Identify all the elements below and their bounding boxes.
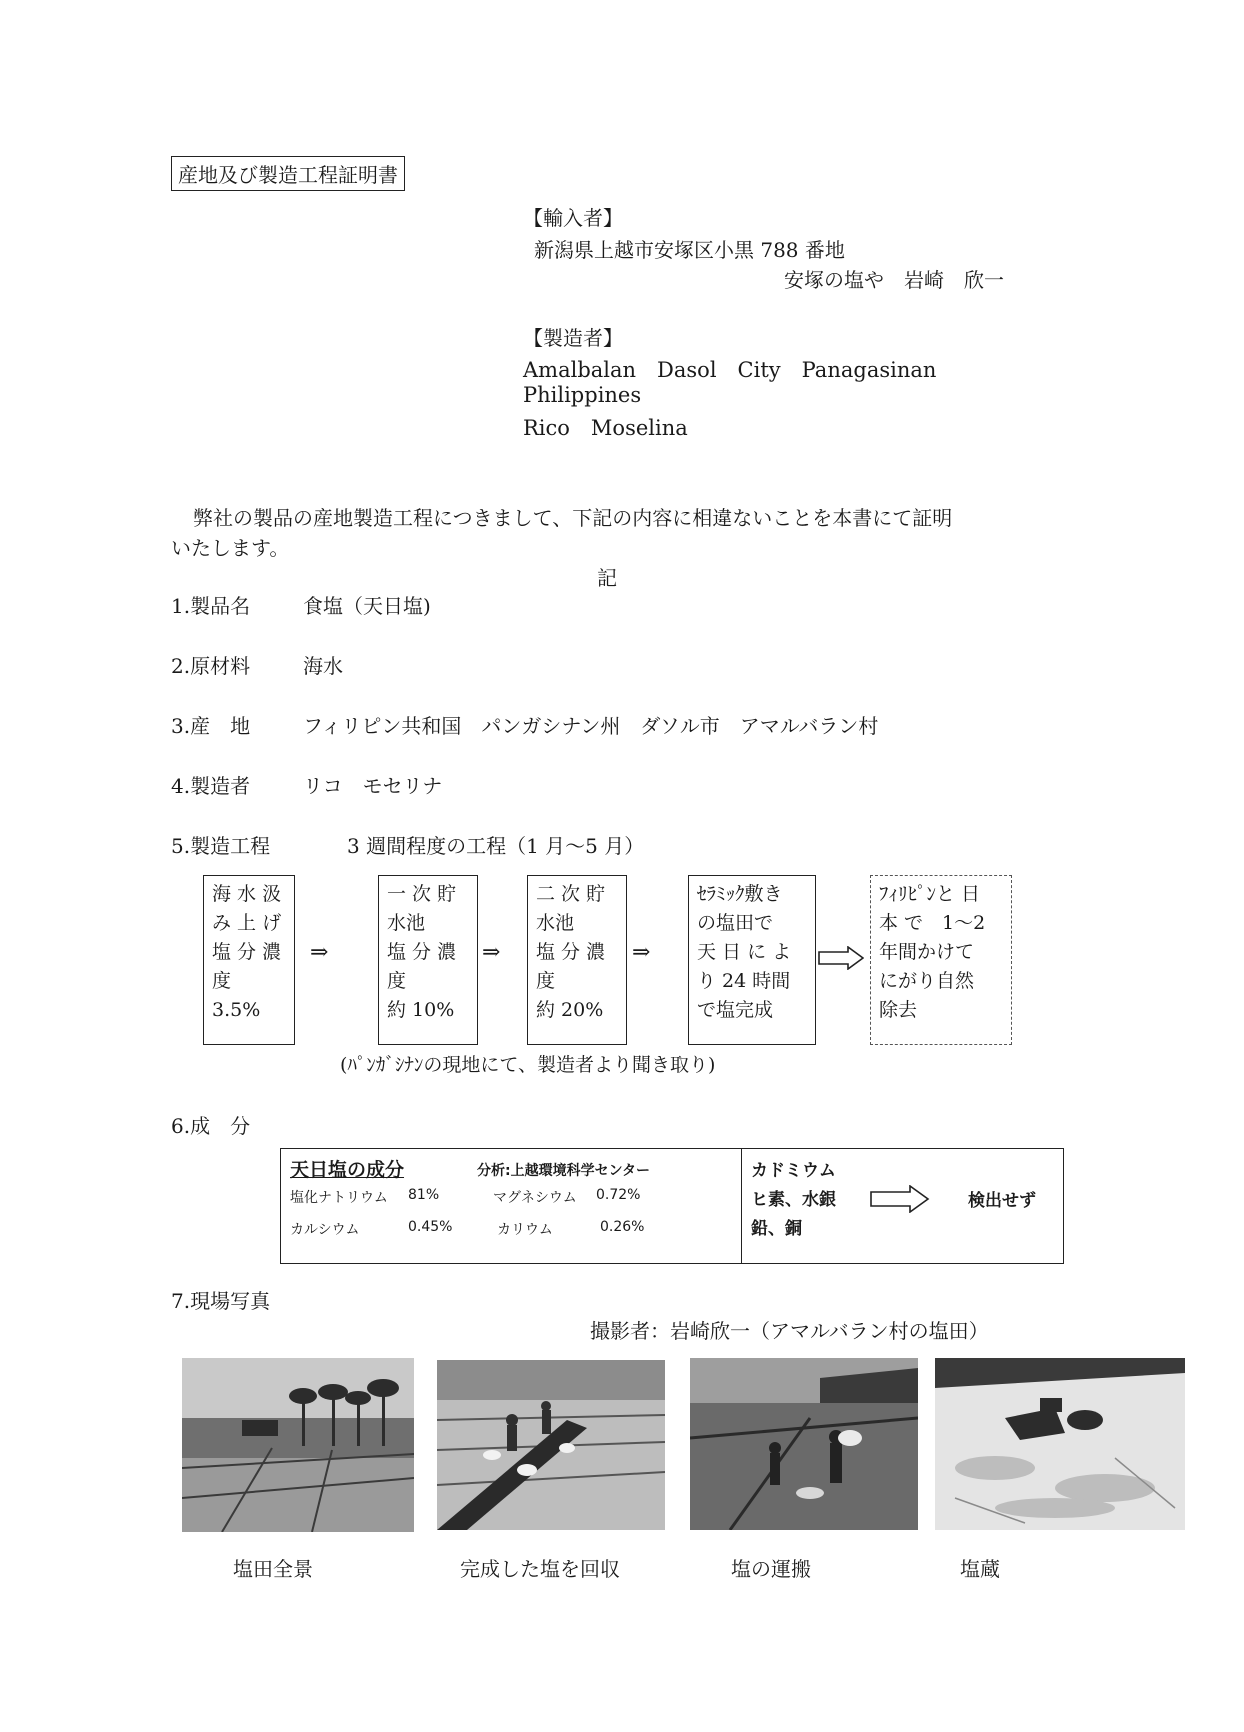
step5-line: 除去 xyxy=(879,999,918,1021)
importer-heading: 【輸入者】 xyxy=(523,206,623,230)
metals-line1: カドミウム xyxy=(751,1161,836,1181)
step5-line: にがり自然 xyxy=(879,970,975,992)
photo-caption-transport: 塩の運搬 xyxy=(731,1557,811,1581)
step4-line: ｾﾗﾐｯｸ敷き xyxy=(697,883,783,905)
step2-line: 度 xyxy=(387,970,407,992)
step3-line: 二 次 貯 xyxy=(536,883,606,905)
nacl-value: 81% xyxy=(408,1187,440,1203)
detection-result: 検出せず xyxy=(968,1191,1036,1211)
step5-line: 本 で 1～2 xyxy=(879,912,986,934)
composition-label: 6.成 分 xyxy=(171,1114,251,1138)
step1-line: 塩 分 濃 xyxy=(212,941,282,963)
origin-label: 3.産 地 xyxy=(171,714,251,738)
step3-line: 水池 xyxy=(536,912,575,934)
importer-name: 安塚の塩や 岩崎 欣一 xyxy=(784,268,1004,292)
step4-line: り 24 時間 xyxy=(697,970,791,992)
step1-line: み 上 げ xyxy=(212,912,282,934)
composition-left-cell xyxy=(281,1149,742,1263)
salt-storage-photo xyxy=(935,1358,1185,1530)
step4-line: の塩田で xyxy=(697,912,774,934)
metals-line3: 鉛、銅 xyxy=(751,1219,802,1239)
manufacturer-address-line2: Philippines xyxy=(523,383,642,407)
material-value: 海水 xyxy=(303,654,343,678)
ki-heading: 記 xyxy=(597,566,617,590)
step2-line: 水池 xyxy=(387,912,426,934)
manufacturer-name: Rico Moselina xyxy=(523,416,688,440)
k-name: カリウム xyxy=(497,1222,553,1238)
importer-address: 新潟県上越市安塚区小黒 788 番地 xyxy=(534,238,845,262)
photos-label: 7.現場写真 xyxy=(171,1289,271,1313)
step1-line: 海 水 汲 xyxy=(212,883,282,905)
photo-caption-panorama: 塩田全景 xyxy=(233,1557,313,1581)
process-step-primary-pond xyxy=(378,875,478,1045)
composition-heading: 天日塩の成分 xyxy=(290,1159,405,1181)
step3-line: 度 xyxy=(536,970,556,992)
process-note: (ﾊﾟﾝｶﾞｼﾅﾝの現地にて、製造者より聞き取り) xyxy=(340,1054,716,1076)
step2-line: 約 10% xyxy=(387,999,455,1021)
ca-value: 0.45% xyxy=(408,1219,453,1235)
composition-table xyxy=(280,1148,1064,1264)
statement-line2: いたします。 xyxy=(171,536,290,560)
process-step-seawater xyxy=(203,875,295,1045)
step3-line: 塩 分 濃 xyxy=(536,941,606,963)
photo-credit: 撮影者：岩崎欣一（アマルバラン村の塩田） xyxy=(590,1319,989,1343)
manufacturer-address-line1: Amalbalan Dasol City Panagasinan xyxy=(523,358,937,382)
statement-line1: 弊社の製品の産地製造工程につきまして、下記の内容に相違ないことを本書にて証明 xyxy=(193,506,953,530)
collecting-salt-photo xyxy=(437,1360,665,1530)
process-step-secondary-pond xyxy=(527,875,627,1045)
step2-line: 塩 分 濃 xyxy=(387,941,457,963)
flow-arrow-icon: ⇒ xyxy=(482,940,501,965)
origin-value: フィリピン共和国 パンガシナン州 ダソル市 アマルバラン村 xyxy=(303,714,879,738)
composition-right-cell xyxy=(742,1149,1063,1263)
mg-value: 0.72% xyxy=(596,1187,641,1203)
step5-line: 年間かけて xyxy=(879,941,975,963)
ca-name: カルシウム xyxy=(290,1222,360,1238)
step3-line: 約 20% xyxy=(536,999,604,1021)
salt-field-panorama-photo xyxy=(182,1358,414,1532)
material-label: 2.原材料 xyxy=(171,654,251,678)
step5-line: ﾌｨﾘﾋﾟﾝと 日 xyxy=(879,883,981,905)
process-value: 3 週間程度の工程（1 月～5 月） xyxy=(347,834,645,858)
flow-arrow-icon: ⇒ xyxy=(632,940,651,965)
photo-caption-storage: 塩蔵 xyxy=(960,1557,1000,1581)
maker-value: リコ モセリナ xyxy=(303,774,443,798)
maker-label: 4.製造者 xyxy=(171,774,251,798)
product-value: 食塩（天日塩) xyxy=(303,594,431,618)
k-value: 0.26% xyxy=(600,1219,645,1235)
process-label: 5.製造工程 xyxy=(171,834,271,858)
step4-line: 天 日 に よ xyxy=(697,941,792,963)
nacl-name: 塩化ナトリウム xyxy=(290,1190,388,1206)
product-label: 1.製品名 xyxy=(171,594,251,618)
step1-line: 3.5% xyxy=(212,999,261,1021)
transporting-salt-photo xyxy=(690,1358,918,1530)
mg-name: マグネシウム xyxy=(493,1190,577,1206)
manufacturer-heading: 【製造者】 xyxy=(523,326,623,350)
result-arrow-icon xyxy=(870,1185,930,1213)
step1-line: 度 xyxy=(212,970,232,992)
document-title: 産地及び製造工程証明書 xyxy=(171,156,405,191)
hollow-arrow-icon xyxy=(818,946,864,970)
step2-line: 一 次 貯 xyxy=(387,883,457,905)
metals-line2: ヒ素、水銀 xyxy=(751,1190,836,1210)
step4-line: で塩完成 xyxy=(697,999,774,1021)
photo-caption-collecting: 完成した塩を回収 xyxy=(460,1557,620,1581)
composition-analysis: 分析:上越環境科学センター xyxy=(477,1163,651,1179)
process-step-bittern-removal xyxy=(870,875,1012,1045)
flow-arrow-icon: ⇒ xyxy=(310,940,329,965)
process-step-salt-field xyxy=(688,875,816,1045)
